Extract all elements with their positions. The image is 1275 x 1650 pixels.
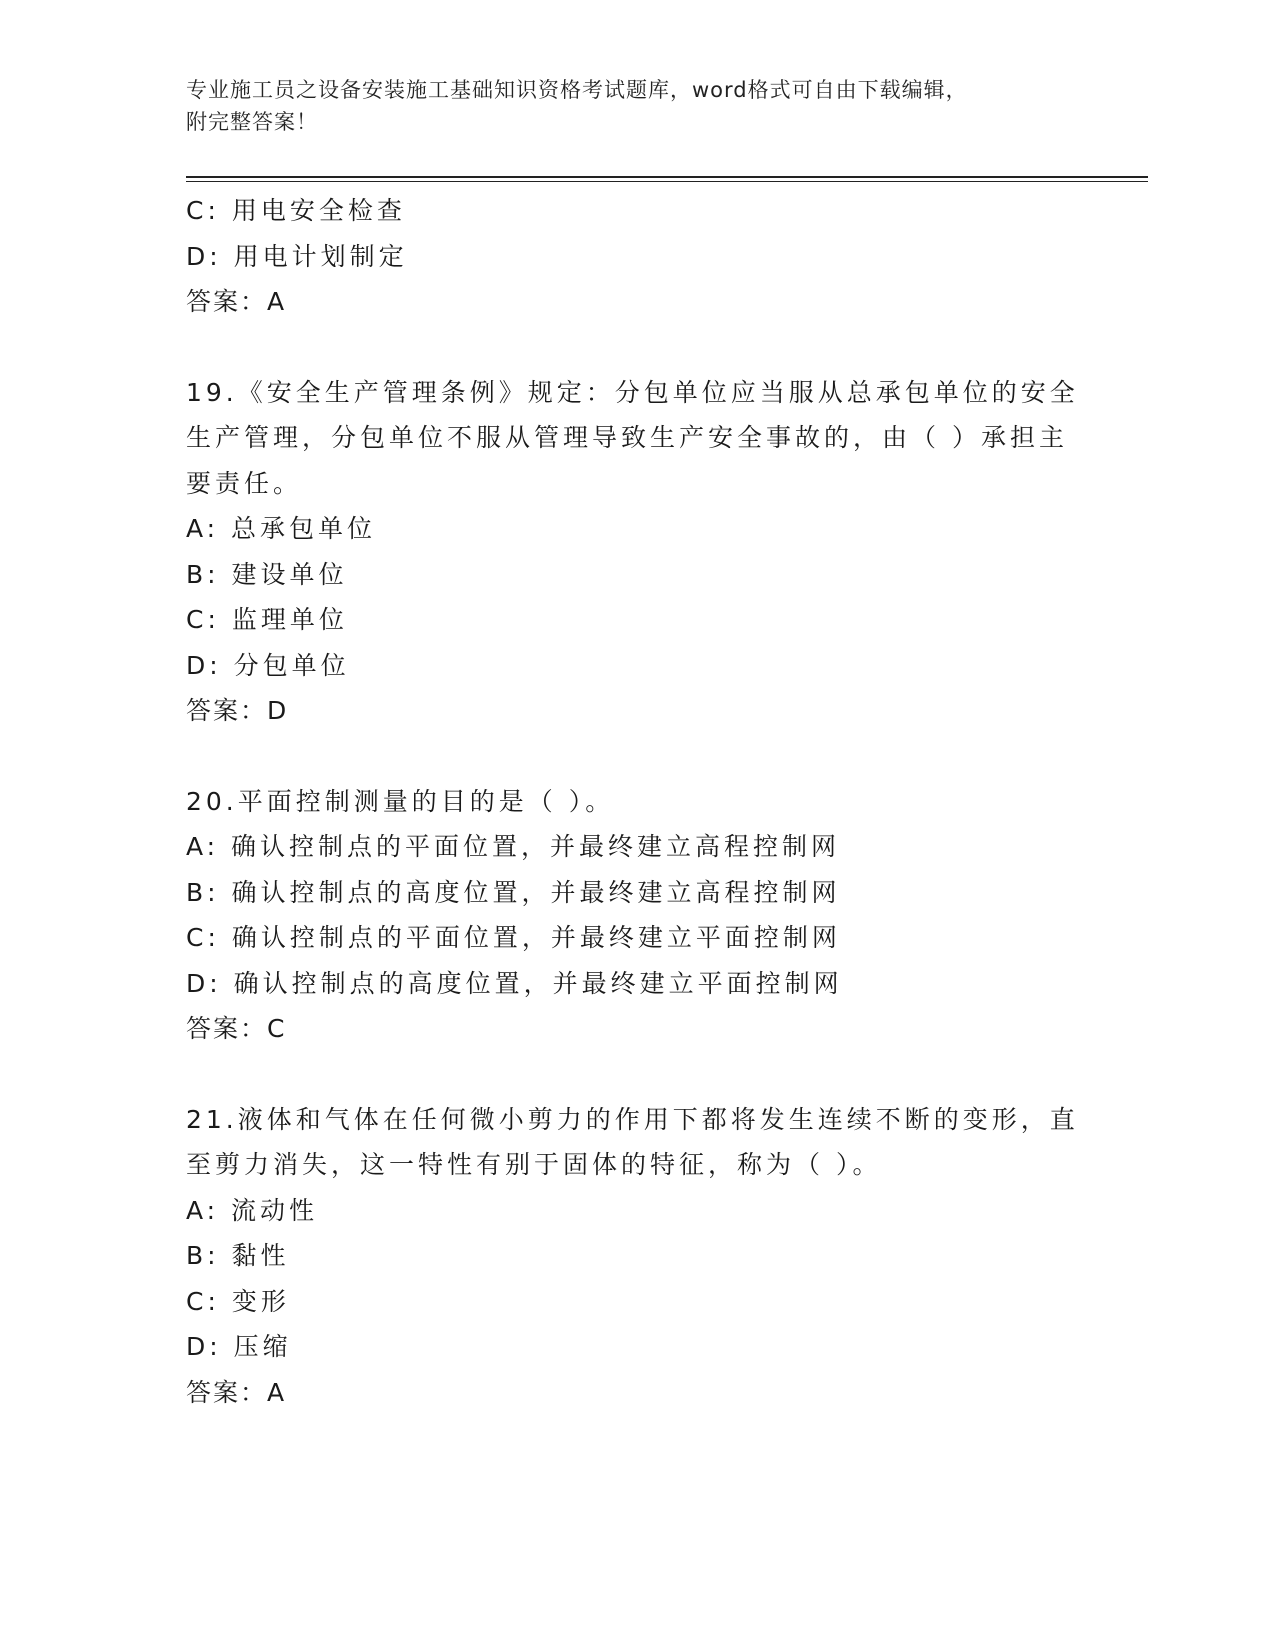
option-d: D: 压缩 bbox=[186, 1332, 292, 1361]
question-20 bbox=[186, 779, 1086, 1052]
option-b: B: 建设单位 bbox=[186, 559, 348, 589]
option-a: A: 总承包单位 bbox=[186, 514, 377, 543]
option-d: D: 用电计划制定 bbox=[186, 241, 408, 271]
header-divider-thick bbox=[186, 176, 1148, 178]
answer-line: 答案：A bbox=[186, 1377, 287, 1407]
question-stem-line: 至剪力消失，这一特性有别于固体的特征，称为（ ）。 bbox=[186, 1150, 882, 1179]
question-19 bbox=[186, 370, 1086, 734]
option-d: D: 分包单位 bbox=[186, 650, 350, 680]
header-title-line1: 专业施工员之设备安装施工基础知识资格考试题库，word格式可自由下载编辑， bbox=[186, 78, 968, 102]
answer-line: 答案：C bbox=[186, 1014, 287, 1043]
option-b: B: 确认控制点的高度位置，并最终建立高程控制网 bbox=[186, 877, 841, 907]
header-title-line2: 附完整答案！ bbox=[186, 110, 318, 134]
question-stem-line: 要责任。 bbox=[186, 468, 303, 498]
question-stem-line: 19.《安全生产管理条例》规定：分包单位应当服从总承包单位的安全 bbox=[186, 377, 1079, 407]
question-18-continuation bbox=[186, 188, 1086, 325]
question-stem-line: 生产管理，分包单位不服从管理导致生产安全事故的，由（ ）承担主 bbox=[186, 423, 1068, 452]
question-stem-line: 20.平面控制测量的目的是（ ）。 bbox=[186, 786, 615, 816]
spacer bbox=[186, 325, 1086, 370]
question-21 bbox=[186, 1097, 1086, 1416]
spacer bbox=[186, 734, 1086, 779]
option-c: C: 变形 bbox=[186, 1286, 290, 1316]
option-c: C: 确认控制点的平面位置，并最终建立平面控制网 bbox=[186, 923, 841, 952]
option-d: D: 确认控制点的高度位置，并最终建立平面控制网 bbox=[186, 968, 843, 998]
option-c: C: 用电安全检查 bbox=[186, 196, 406, 225]
header-divider-thin bbox=[186, 181, 1148, 182]
option-a: A: 确认控制点的平面位置，并最终建立高程控制网 bbox=[186, 832, 841, 861]
option-b: B: 黏性 bbox=[186, 1241, 290, 1270]
option-c: C: 监理单位 bbox=[186, 605, 348, 634]
question-list bbox=[186, 188, 1086, 1415]
page-header bbox=[186, 74, 1086, 138]
answer-line: 答案：D bbox=[186, 696, 289, 725]
question-stem-line: 21.液体和气体在任何微小剪力的作用下都将发生连续不断的变形，直 bbox=[186, 1104, 1079, 1134]
spacer bbox=[186, 1052, 1086, 1097]
answer-line: 答案：A bbox=[186, 287, 287, 316]
option-a: A: 流动性 bbox=[186, 1195, 319, 1225]
